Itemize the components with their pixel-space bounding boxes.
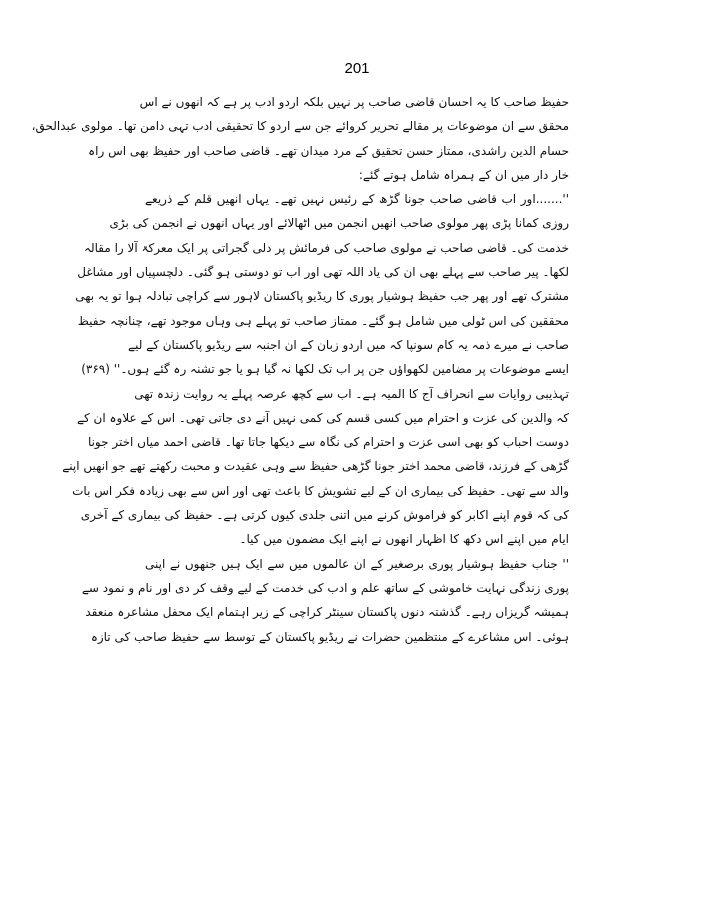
quote-line: ہوئی۔ اس مشاعرے کے منتظمین حضرات نے ریڈیو پاکستان کے توسط سے حفیظ صاحب کی تازہ (90, 629, 569, 644)
quote-line: مشترک تھے اور پھر جب حفیظ ہوشیار پوری کا ریڈیو پاکستان لاہور سے کراچی تبادلہ ہوا تو یہ بھی (75, 289, 569, 304)
text-line: ایام میں اپنے اس دکھ کا اظہار انھوں نے اپنے ایک مضمون میں کیا۔ (239, 532, 569, 547)
page-number: 201 (344, 60, 370, 77)
text-line: تہذیبی روایات سے انحراف آج کا المیہ ہے۔ اب سے کچھ عرصہ پہلے یہ روایت زندہ تھی (134, 386, 569, 401)
text-line: والد سے تھی۔ حفیظ کی بیماری ان کے لیے تشویش کا باعث تھی اور اس سے بھی زیادہ فکر اس بات (72, 483, 569, 498)
quote-line: '' جناب حفیظ ہوشیار پوری برصغیر کے ان عالموں میں سے ایک ہیں جنھوں نے اپنی (145, 556, 569, 571)
quote-line: ایسے موضوعات پر مضامین لکھواؤں جن پر اب تک لکھا نہ گیا ہو یا جو تشنہ رہ گئے ہوں۔'' (۳۶۹) (81, 362, 569, 377)
text-line: حسام الدین راشدی، ممتاز حسن تحقیق کے مرد میدان تھے۔ قاضی صاحب اور حفیظ بھی اس راہ (88, 143, 569, 158)
text-line: خار دار میں ان کے ہمراہ شامل ہوتے گئے: (358, 167, 569, 182)
text-line: گڑھی کے فرزند، قاضی محمد اختر جونا گڑھی حفیظ سے وہی عقیدت و محبت رکھتے تھے جو انھیں اپنے (62, 459, 569, 474)
quote-line: خدمت کی۔ قاضی صاحب نے مولوی صاحب کی فرمائش پر دلی گجراتی پر ایک معرکۃ آلا را مقالہ (83, 240, 569, 255)
quote-line: محققین کی اس ٹولی میں شامل ہو گئے۔ ممتاز صاحب تو پہلے ہی وہاں موجود تھے، چنانچہ حفیظ (77, 313, 569, 328)
urdu-text-body (31, 90, 569, 649)
quote-line: صاحب نے میرے ذمہ یہ کام سونپا کہ میں اردو زبان کے ان اجنبہ سے ریڈیو پاکستان کے لیے (128, 337, 569, 352)
text-line: کی کہ قوم اپنے اکابر کو فراموش کرنے میں اتنی جلدی کیوں کرتی ہے۔ حفیظ کی بیماری کے آخری (80, 508, 569, 523)
quote-line: ''.......اور اب قاضی صاحب جونا گڑھ کے رئیس نہیں تھے۔ یہاں انھیں قلم کے ذریعے (145, 192, 569, 207)
quote-line: پوری زندگی نہایت خاموشی کے ساتھ علم و ادب کی خدمت کے لیے وقف کر دی اور نام و نمود سے (81, 580, 569, 595)
text-line: کہ والدین کی عزت و احترام میں کسی قسم کی کمی نہیں آنے دی جاتی تھی۔ اس کے علاوہ ان کے (77, 410, 569, 425)
quote-line: روزی کمانا پڑی پھر مولوی صاحب انھیں انجمن میں اٹھالائے اور یہاں انھوں نے انجمن کی بڑی (109, 216, 569, 231)
text-line: دوست احباب کو بھی اسی عزت و احترام کی نگاہ سے دیکھا جاتا تھا۔ قاضی احمد میاں اختر جونا (87, 435, 569, 450)
quote-line: لکھا۔ پیر صاحب سے پہلے بھی ان کی یاد اللہ تھی اور اب تو دوستی ہو گئی۔ دلچسپیاں اور مشاغل (77, 265, 569, 280)
text-line: حفیظ صاحب کا یہ احسان قاضی صاحب پر نہیں بلکہ اردو ادب پر ہے کہ انھوں نے اس (139, 95, 569, 109)
text-line: محقق سے ان موضوعات پر مقالے تحریر کروائے جن سے اردو کا تحقیقی ادب تہی دامن تھا۔ مولوی عبدالحق، (31, 119, 569, 134)
quote-line: ہمیشہ گریزاں رہے۔ گذشتہ دنوں پاکستان سینٹر کراچی کے زیر اہتمام ایک محفل مشاعرہ منعقد (85, 605, 569, 620)
